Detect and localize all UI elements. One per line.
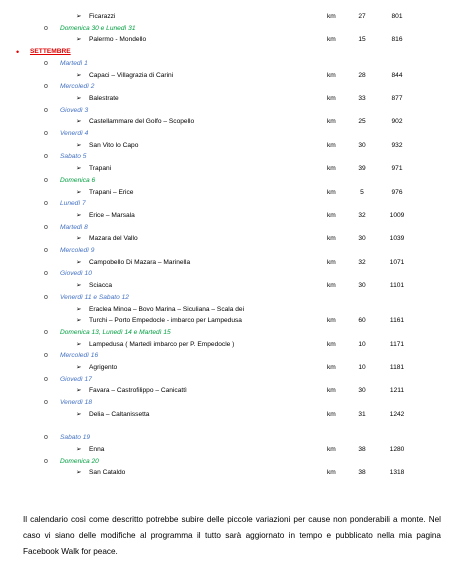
km-unit: km bbox=[327, 13, 336, 20]
km-unit: km bbox=[327, 445, 336, 453]
schedule-row bbox=[0, 93, 469, 105]
km-unit: km bbox=[327, 165, 336, 173]
day-label: Mercoledì 2 bbox=[60, 83, 95, 91]
day-label: Venerdì 18 bbox=[60, 399, 93, 407]
schedule-row bbox=[0, 409, 469, 421]
schedule-row bbox=[0, 374, 469, 386]
cumulative-distance: 1181 bbox=[389, 364, 405, 371]
arrow-icon: ➢ bbox=[76, 94, 82, 102]
schedule-row bbox=[0, 140, 469, 152]
km-unit: km bbox=[327, 188, 336, 196]
bullet-circle: o bbox=[44, 106, 48, 114]
stage-place: Palermo - Mondello bbox=[89, 36, 147, 44]
bullet-circle: o bbox=[44, 434, 48, 442]
schedule-row bbox=[0, 339, 469, 351]
schedule-row bbox=[0, 46, 469, 58]
month-heading: SETTEMBRE bbox=[30, 48, 71, 56]
stage-place: Erice – Marsala bbox=[89, 211, 135, 219]
bullet-circle: o bbox=[44, 270, 48, 278]
arrow-icon: ➢ bbox=[76, 410, 82, 418]
bullet-circle: o bbox=[44, 399, 48, 407]
bullet-circle: o bbox=[44, 83, 48, 91]
arrow-icon: ➢ bbox=[76, 305, 82, 313]
stage-place: Capaci – Villagrazia di Carini bbox=[89, 71, 174, 79]
schedule-row bbox=[0, 385, 469, 397]
stage-distance: 60 bbox=[358, 317, 366, 325]
schedule-row bbox=[0, 210, 469, 222]
stage-place: Trapani – Erice bbox=[89, 188, 134, 196]
stage-distance: 32 bbox=[358, 211, 366, 219]
bullet-circle: o bbox=[44, 247, 48, 254]
arrow-icon: ➢ bbox=[76, 387, 82, 395]
stage-distance: 38 bbox=[358, 445, 366, 453]
schedule-row bbox=[0, 34, 469, 46]
cumulative-distance: 1318 bbox=[389, 469, 405, 477]
stage-distance: 38 bbox=[358, 469, 366, 477]
stage-place: Ficarazzi bbox=[89, 13, 116, 20]
schedule-row bbox=[0, 257, 469, 269]
stage-distance: 15 bbox=[358, 36, 366, 44]
schedule-row bbox=[0, 163, 469, 175]
stage-place: Lampedusa ( Martedì imbarco per P. Empedocle ) bbox=[89, 340, 235, 348]
cumulative-distance: 1161 bbox=[389, 317, 405, 325]
bullet-circle: o bbox=[44, 130, 48, 137]
arrow-icon: ➢ bbox=[76, 211, 82, 219]
schedule-row bbox=[0, 245, 469, 257]
bullet-circle: o bbox=[44, 200, 48, 208]
stage-place: Sciacca bbox=[89, 282, 113, 290]
stage-distance: 30 bbox=[358, 141, 366, 149]
schedule-row bbox=[0, 467, 469, 479]
km-unit: km bbox=[327, 410, 336, 418]
arrow-icon: ➢ bbox=[76, 340, 82, 348]
cumulative-distance: 816 bbox=[391, 36, 403, 44]
schedule-row bbox=[0, 58, 469, 70]
day-label: Giovedì 3 bbox=[60, 106, 89, 114]
km-unit: km bbox=[327, 364, 336, 371]
arrow-icon: ➢ bbox=[76, 282, 82, 290]
arrow-icon: ➢ bbox=[76, 71, 82, 79]
km-unit: km bbox=[327, 94, 336, 102]
km-unit: km bbox=[327, 118, 336, 126]
day-label: Mercoledì 9 bbox=[60, 247, 95, 254]
footer-note: Il calendario così come descritto potrebbe subire delle piccole variazioni per cause non ponderabili a monte. Nel caso vi siano delle modifiche al programma il tutto sarà aggiornato in tempo e pubblicato nella mia pagina Facebook Walk for peace. bbox=[23, 515, 441, 556]
schedule-row bbox=[0, 233, 469, 245]
km-unit: km bbox=[327, 282, 336, 290]
schedule-row bbox=[0, 362, 469, 374]
stage-distance: 32 bbox=[358, 258, 366, 266]
stage-place: San Vito lo Capo bbox=[89, 141, 139, 149]
schedule-row bbox=[0, 198, 469, 210]
bullet-circle: o bbox=[44, 176, 48, 184]
km-unit: km bbox=[327, 317, 336, 325]
bullet-circle: o bbox=[44, 375, 48, 383]
day-label: Giovedì 10 bbox=[60, 270, 92, 278]
schedule-row bbox=[0, 327, 469, 339]
stage-distance: 30 bbox=[358, 387, 366, 395]
arrow-icon: ➢ bbox=[76, 364, 82, 371]
stage-distance: 33 bbox=[358, 94, 366, 102]
bullet-circle: o bbox=[44, 24, 48, 32]
km-unit: km bbox=[327, 71, 336, 79]
stage-place: Agrigento bbox=[89, 364, 118, 371]
day-label: Venerdì 11 e Sabato 12 bbox=[60, 293, 129, 301]
arrow-icon: ➢ bbox=[76, 188, 82, 196]
schedule-row bbox=[0, 116, 469, 128]
day-label: Domenica 6 bbox=[60, 176, 96, 184]
arrow-icon: ➢ bbox=[76, 118, 82, 126]
cumulative-distance: 1280 bbox=[389, 445, 405, 453]
stage-distance: 28 bbox=[358, 71, 366, 79]
bullet-circle: o bbox=[44, 293, 48, 301]
stage-distance: 30 bbox=[358, 235, 366, 243]
stage-distance: 39 bbox=[358, 165, 366, 173]
cumulative-distance: 877 bbox=[391, 94, 403, 102]
day-label: Mercoledì 16 bbox=[60, 352, 99, 360]
day-label: Martedì 8 bbox=[60, 223, 88, 231]
schedule-row bbox=[0, 128, 469, 140]
schedule-row bbox=[0, 187, 469, 199]
bullet-circle: o bbox=[44, 457, 48, 465]
cumulative-distance: 1242 bbox=[389, 410, 405, 418]
stage-distance: 25 bbox=[358, 118, 366, 126]
bullet-circle: o bbox=[44, 352, 48, 360]
km-unit: km bbox=[327, 387, 336, 395]
bullet-circle: o bbox=[44, 223, 48, 231]
cumulative-distance: 1071 bbox=[389, 258, 405, 266]
cumulative-distance: 1009 bbox=[389, 211, 405, 219]
day-label: Sabato 19 bbox=[60, 434, 91, 442]
cumulative-distance: 1039 bbox=[389, 235, 405, 243]
schedule-row bbox=[0, 151, 469, 163]
arrow-icon: ➢ bbox=[76, 258, 82, 266]
day-label: Domenica 13, Lunedì 14 e Martedì 15 bbox=[60, 328, 171, 336]
km-unit: km bbox=[327, 469, 336, 477]
stage-place: Castellammare del Golfo – Scopello bbox=[89, 118, 195, 126]
schedule-row bbox=[0, 397, 469, 409]
schedule-row bbox=[0, 304, 469, 316]
day-label: Giovedì 17 bbox=[60, 375, 92, 383]
km-unit: km bbox=[327, 36, 336, 44]
schedule-row bbox=[0, 350, 469, 362]
km-unit: km bbox=[327, 235, 336, 243]
bullet-circle: o bbox=[44, 153, 48, 161]
schedule-row bbox=[0, 268, 469, 280]
cumulative-distance: 801 bbox=[391, 13, 403, 20]
stage-place: Favara – Castrofilippo – Canicattì bbox=[89, 387, 187, 395]
arrow-icon: ➢ bbox=[76, 469, 82, 477]
arrow-icon: ➢ bbox=[76, 165, 82, 173]
stage-place: San Cataldo bbox=[89, 469, 126, 477]
schedule-row bbox=[0, 444, 469, 456]
day-label: Sabato 5 bbox=[60, 153, 87, 161]
stage-distance: 30 bbox=[358, 282, 366, 290]
stage-place: Mazara del Vallo bbox=[89, 235, 138, 243]
km-unit: km bbox=[327, 258, 336, 266]
km-unit: km bbox=[327, 141, 336, 149]
day-label: Domenica 30 e Lunedì 31 bbox=[60, 24, 136, 32]
cumulative-distance: 971 bbox=[391, 165, 403, 173]
bullet-circle: o bbox=[44, 59, 48, 67]
stage-distance: 10 bbox=[358, 364, 366, 371]
arrow-icon: ➢ bbox=[76, 141, 82, 149]
cumulative-distance: 1101 bbox=[389, 282, 405, 290]
cumulative-distance: 902 bbox=[391, 118, 403, 126]
arrow-icon: ➢ bbox=[76, 317, 82, 325]
stage-place: Eraclea Minoa – Bovo Marina – Siculiana – Scala dei bbox=[89, 305, 245, 313]
stage-place: Trapani bbox=[89, 165, 112, 173]
cumulative-distance: 1211 bbox=[389, 387, 405, 395]
cumulative-distance: 1171 bbox=[389, 340, 405, 348]
schedule-row bbox=[0, 222, 469, 234]
schedule-row bbox=[0, 81, 469, 93]
stage-distance: 10 bbox=[358, 340, 366, 348]
stage-distance: 5 bbox=[360, 188, 364, 196]
bullet-circle: o bbox=[44, 328, 48, 336]
arrow-icon: ➢ bbox=[76, 36, 82, 44]
schedule-row bbox=[0, 315, 469, 327]
stage-place: Turchi – Porto Empedocle - imbarco per Lampedusa bbox=[89, 317, 242, 325]
day-label: Lunedì 7 bbox=[60, 200, 86, 208]
cumulative-distance: 844 bbox=[391, 71, 403, 79]
day-label: Venerdì 4 bbox=[60, 130, 89, 137]
bullet-dot: • bbox=[16, 47, 20, 58]
schedule-row bbox=[0, 175, 469, 187]
schedule-row bbox=[0, 23, 469, 35]
stage-place: Delia – Caltanissetta bbox=[89, 410, 150, 418]
schedule-row bbox=[0, 105, 469, 117]
arrow-icon: ➢ bbox=[76, 445, 82, 453]
schedule-row bbox=[0, 11, 469, 23]
km-unit: km bbox=[327, 211, 336, 219]
arrow-icon: ➢ bbox=[76, 235, 82, 243]
schedule-row bbox=[0, 70, 469, 82]
cumulative-distance: 932 bbox=[391, 141, 403, 149]
stage-place: Enna bbox=[89, 445, 105, 453]
day-label: Domenica 20 bbox=[60, 457, 99, 465]
cumulative-distance: 976 bbox=[391, 188, 403, 196]
schedule-row bbox=[0, 432, 469, 444]
arrow-icon: ➢ bbox=[76, 13, 82, 20]
km-unit: km bbox=[327, 340, 336, 348]
stage-distance: 31 bbox=[358, 410, 366, 418]
day-label: Martedì 1 bbox=[60, 59, 88, 67]
stage-place: Balestrate bbox=[89, 94, 119, 102]
stage-place: Campobello Di Mazara – Marinella bbox=[89, 258, 191, 266]
stage-distance: 27 bbox=[358, 13, 366, 20]
schedule-row bbox=[0, 280, 469, 292]
schedule-row bbox=[0, 456, 469, 468]
schedule-row bbox=[0, 292, 469, 304]
